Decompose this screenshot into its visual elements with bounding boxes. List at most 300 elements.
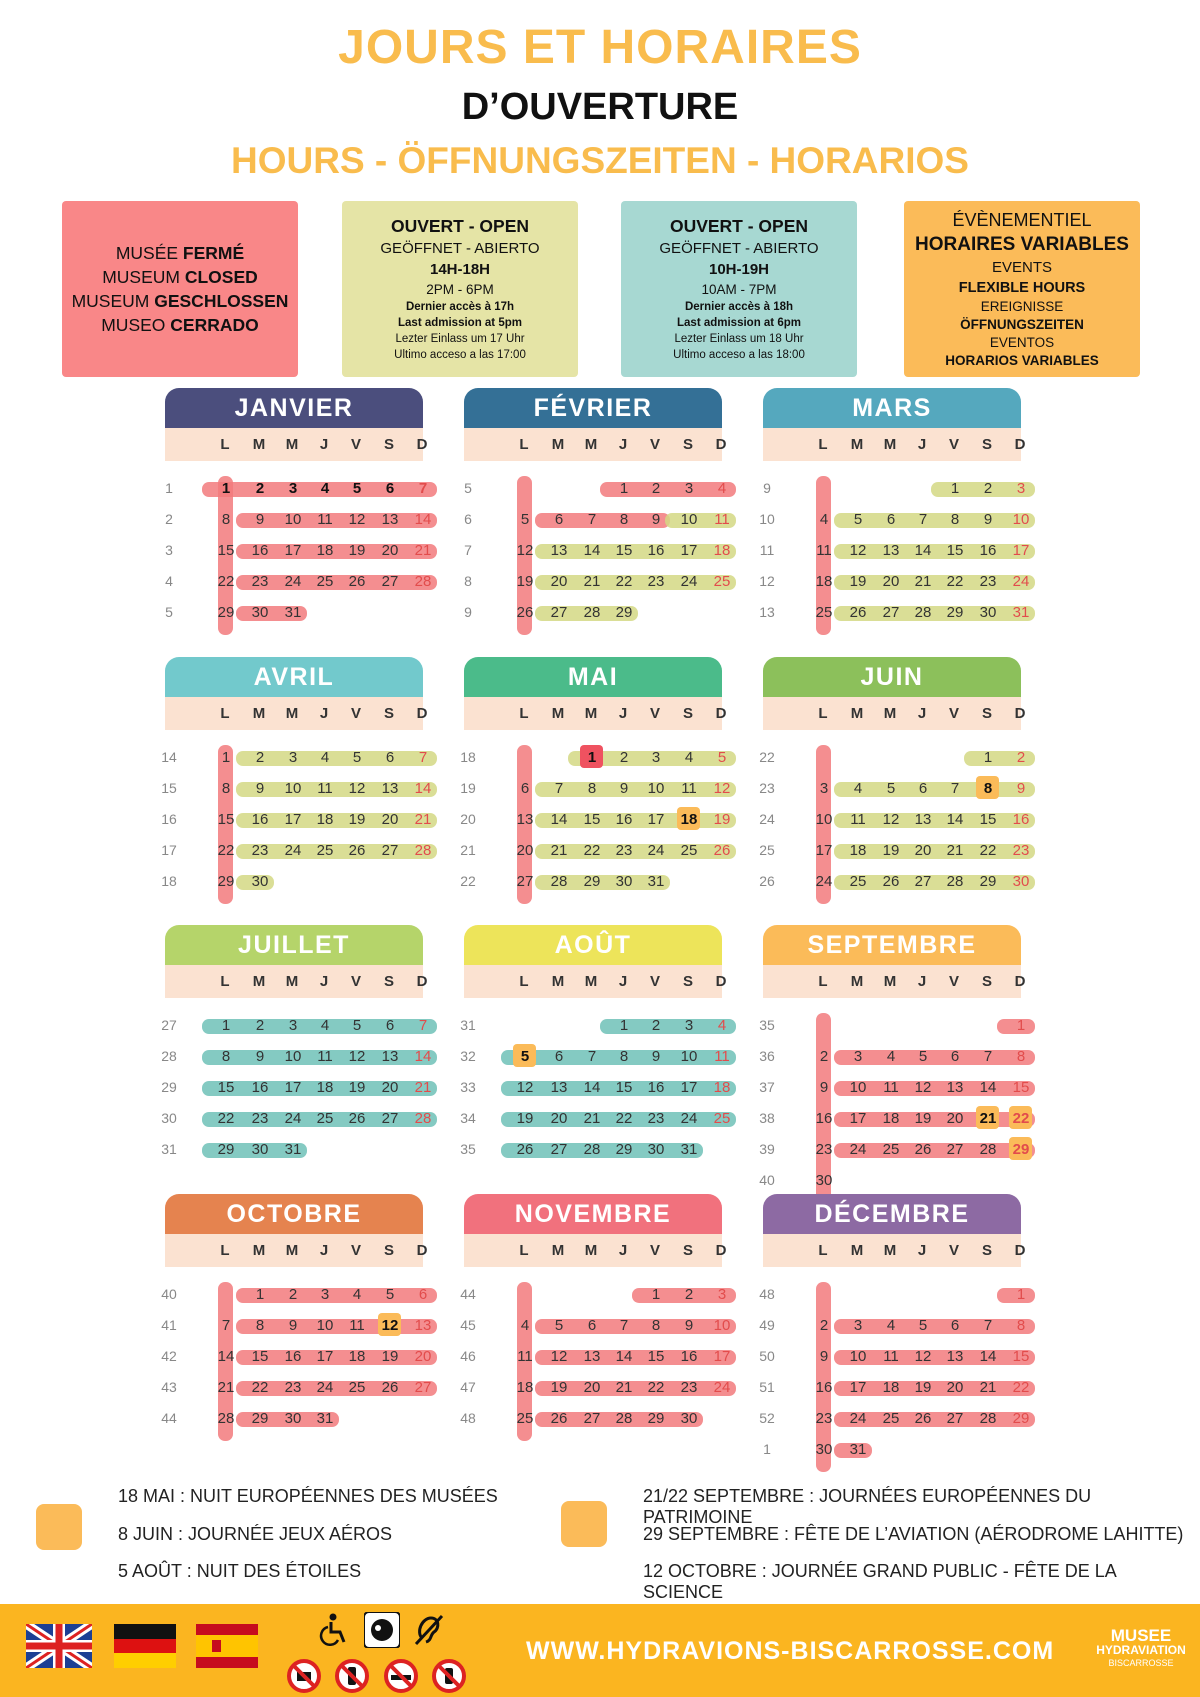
- calendar-day: 20: [946, 1379, 964, 1396]
- legend-open-afternoon-last-fr: Dernier accès à 17h: [405, 301, 515, 313]
- calendar-day: 19: [914, 1110, 932, 1127]
- calendar-day: 27: [381, 573, 399, 590]
- calendar-day: 11: [883, 1348, 899, 1365]
- calendar-day: 24: [680, 573, 698, 590]
- week-number: 29: [161, 1079, 177, 1095]
- calendar-day: 8: [255, 1317, 265, 1334]
- calendar-day: 21: [979, 1379, 997, 1396]
- legend-events-en-hours: FLEXIBLE HOURS: [958, 280, 1086, 296]
- calendar-day: 21: [583, 573, 601, 590]
- weekday-letter: J: [917, 436, 927, 453]
- calendar-day: 7: [918, 511, 928, 528]
- week-number: 28: [161, 1048, 177, 1064]
- calendar-day: 13: [381, 1048, 399, 1065]
- calendar-day: 19: [348, 811, 366, 828]
- calendar-day: 13: [914, 811, 932, 828]
- calendar-day: 11: [714, 511, 730, 528]
- calendar-day: 27: [914, 873, 932, 890]
- calendar-day: 11: [816, 542, 832, 559]
- calendar-day: 10: [849, 1079, 867, 1096]
- calendar-day: 6: [418, 1286, 428, 1303]
- no-phone-icon: [334, 1658, 370, 1694]
- calendar-day: 28: [414, 573, 432, 590]
- weekday-letter: M: [252, 436, 266, 453]
- calendar-day: 19: [348, 542, 366, 559]
- weekday-letter: M: [285, 1242, 299, 1259]
- calendar-day: 26: [516, 604, 534, 621]
- legend-open-afternoon-last-de: Lezter Einlass um 17 Uhr: [395, 333, 525, 345]
- calendar-day: 3: [853, 1317, 863, 1334]
- month-header: JANVIER: [165, 388, 423, 428]
- legend-open-day-last-en: Last admission at 6pm: [677, 317, 801, 329]
- week-number: 52: [759, 1410, 775, 1426]
- calendar-day: 17: [849, 1379, 867, 1396]
- calendar-day: 6: [950, 1317, 960, 1334]
- weekday-letter: M: [850, 1242, 864, 1259]
- weekday-letter: J: [319, 1242, 329, 1259]
- weekday-letter: L: [220, 705, 230, 722]
- legend-open-afternoon-hours-en: 2PM - 6PM: [426, 282, 494, 297]
- calendar-day: 18: [316, 811, 334, 828]
- calendar-day: 31: [284, 604, 302, 621]
- weekday-letter: S: [383, 973, 394, 990]
- week-number: 30: [161, 1110, 177, 1126]
- calendar-day: 22: [1012, 1379, 1030, 1396]
- calendar-day: 4: [853, 780, 863, 797]
- calendar-day: 30: [680, 1410, 698, 1427]
- calendar-day: 3: [853, 1048, 863, 1065]
- calendar-day: 15: [946, 542, 964, 559]
- calendar-day: 21: [414, 1079, 432, 1096]
- month-0: [162, 388, 462, 638]
- calendar-day: 8: [221, 511, 231, 528]
- calendar-day: 24: [316, 1379, 334, 1396]
- calendar-day: 4: [520, 1317, 530, 1334]
- week-number: 20: [460, 811, 476, 827]
- legend-open-afternoon-title: OUVERT - OPEN: [390, 216, 530, 236]
- calendar-day: 4: [886, 1048, 896, 1065]
- calendar-day: 10: [284, 780, 302, 797]
- calendar-day: 12: [348, 1048, 366, 1065]
- calendar-day: 9: [255, 780, 265, 797]
- weekday-letter: L: [220, 436, 230, 453]
- weekday-letter: M: [883, 1242, 897, 1259]
- month-4: [461, 657, 761, 907]
- calendar-day: 1: [221, 749, 231, 766]
- week-number: 47: [460, 1379, 476, 1395]
- calendar-day: 3: [684, 1017, 694, 1034]
- calendar-day: 2: [819, 1317, 829, 1334]
- calendar-day: 24: [849, 1410, 867, 1427]
- calendar-day: 12: [381, 1317, 399, 1334]
- no-smoking-icon: [383, 1658, 419, 1694]
- calendar-day: 26: [849, 604, 867, 621]
- weekday-letter: M: [850, 436, 864, 453]
- calendar-day: 19: [516, 573, 534, 590]
- event-legend-item: 18 MAI : NUIT EUROPÉENNES DES MUSÉES: [118, 1486, 498, 1506]
- calendar-day: 26: [348, 1110, 366, 1127]
- legend-open-day-sub: GEÖFFNET - ABIERTO: [659, 240, 819, 257]
- calendar-day: 9: [819, 1079, 829, 1096]
- week-number: 15: [161, 780, 177, 796]
- week-number: 5: [165, 604, 173, 620]
- calendar-day: 29: [217, 604, 235, 621]
- calendar-day: 20: [516, 842, 534, 859]
- calendar-day: 19: [381, 1348, 399, 1365]
- calendar-day: 25: [316, 573, 334, 590]
- legend-closed-l2b: CLOSED: [184, 267, 258, 287]
- legend-events-es-hours: HORARIOS VARIABLES: [945, 353, 1099, 368]
- calendar-day: 16: [979, 542, 997, 559]
- calendar-day: 7: [950, 780, 960, 797]
- calendar-day: 21: [583, 1110, 601, 1127]
- weekday-header: [165, 965, 428, 998]
- title-languages: HOURS - ÖFFNUNGSZEITEN - HORARIOS: [231, 140, 969, 181]
- month-header: JUILLET: [165, 925, 423, 965]
- calendar-day: 12: [914, 1079, 932, 1096]
- calendar-day: 11: [317, 511, 333, 528]
- weekday-header: [165, 1234, 428, 1267]
- month-3: [162, 657, 462, 907]
- spain-flag-icon[interactable]: [196, 1624, 258, 1668]
- calendar-day: 28: [583, 1141, 601, 1158]
- calendar-day: 12: [882, 811, 900, 828]
- legend-open-day-hours: 10H-19H: [708, 261, 770, 278]
- weekday-letter: M: [252, 705, 266, 722]
- calendar-day: 30: [647, 1141, 665, 1158]
- weekday-letter: L: [519, 705, 529, 722]
- calendar-day: 25: [713, 573, 731, 590]
- legend-open-afternoon-last-es: Ultimo acceso a las 17:00: [394, 349, 526, 361]
- calendar-day: 29: [217, 873, 235, 890]
- weekday-letter: D: [416, 1242, 428, 1259]
- calendar-day: 1: [983, 749, 993, 766]
- weekday-letter: J: [319, 973, 329, 990]
- calendar-day: 9: [651, 1048, 661, 1065]
- calendar-day: 13: [946, 1079, 964, 1096]
- calendar-day: 2: [651, 1017, 661, 1034]
- calendar-day: 27: [946, 1410, 964, 1427]
- week-number: 13: [759, 604, 775, 620]
- calendar-day: 22: [979, 842, 997, 859]
- calendar-day: 29: [251, 1410, 269, 1427]
- legend-events: [904, 201, 1140, 377]
- germany-flag-icon[interactable]: [114, 1624, 176, 1668]
- calendar-day: 18: [316, 542, 334, 559]
- calendar-day: 12: [348, 511, 366, 528]
- legend-open-afternoon: [342, 201, 578, 377]
- calendar-day: 7: [554, 780, 564, 797]
- calendar-day: 17: [680, 542, 698, 559]
- weekday-letter: M: [551, 1242, 565, 1259]
- calendar-day: 30: [284, 1410, 302, 1427]
- weekday-header: [464, 1234, 727, 1267]
- week-number: 24: [759, 811, 775, 827]
- calendar-day: 13: [381, 511, 399, 528]
- calendar-day: 18: [882, 1110, 900, 1127]
- calendar-day: 13: [550, 542, 568, 559]
- calendar-day: 4: [886, 1317, 896, 1334]
- weekday-letter: L: [519, 436, 529, 453]
- calendar-day: 1: [651, 1286, 661, 1303]
- week-number: 35: [460, 1141, 476, 1157]
- legend-closed-l1a: MUSÉE: [115, 243, 183, 263]
- weekday-letter: D: [1014, 705, 1026, 722]
- week-number: 50: [759, 1348, 775, 1364]
- calendar-day: 17: [316, 1348, 334, 1365]
- calendar-day: 24: [815, 873, 833, 890]
- calendar-day: 22: [583, 842, 601, 859]
- calendar-day: 14: [979, 1079, 997, 1096]
- calendar-day: 9: [255, 1048, 265, 1065]
- calendar-day: 17: [1012, 542, 1030, 559]
- calendar-day: 4: [717, 1017, 727, 1034]
- weekday-letter: J: [319, 705, 329, 722]
- calendar-day: 13: [583, 1348, 601, 1365]
- weekday-letter: V: [350, 436, 361, 453]
- website-url[interactable]: WWW.HYDRAVIONS-BISCARROSSE.COM: [526, 1637, 1055, 1665]
- week-number: 44: [161, 1410, 177, 1426]
- calendar-day: 6: [385, 749, 395, 766]
- calendar-day: 3: [288, 480, 298, 497]
- calendar-day: 1: [1016, 1017, 1026, 1034]
- week-number: 48: [460, 1410, 476, 1426]
- calendar-day: 20: [946, 1110, 964, 1127]
- calendar-day: 15: [1012, 1079, 1030, 1096]
- calendar-day: 12: [550, 1348, 568, 1365]
- calendar-day: 16: [815, 1110, 833, 1127]
- calendar-day: 8: [950, 511, 960, 528]
- calendar-day: 26: [882, 873, 900, 890]
- calendar-day: 15: [647, 1348, 665, 1365]
- calendar-day: 1: [619, 1017, 629, 1034]
- week-number: 9: [763, 480, 771, 496]
- calendar-day: 23: [815, 1410, 833, 1427]
- weekday-letter: V: [350, 973, 361, 990]
- calendar-day: 6: [385, 1017, 395, 1034]
- calendar-day: 1: [255, 1286, 265, 1303]
- calendar-day: 16: [1012, 811, 1030, 828]
- calendar-day: 8: [619, 511, 629, 528]
- calendar-day: 7: [983, 1048, 993, 1065]
- event-legend-item: 5 AOÛT : NUIT DES ÉTOILES: [118, 1561, 362, 1581]
- calendar-day: 24: [1012, 573, 1030, 590]
- calendar-day: 9: [619, 780, 629, 797]
- weekday-header: [464, 428, 727, 461]
- calendar-day: 28: [615, 1410, 633, 1427]
- weekday-letter: L: [818, 973, 828, 990]
- calendar-day: 24: [284, 573, 302, 590]
- weekday-letter: V: [948, 1242, 959, 1259]
- calendar-day: 17: [647, 811, 665, 828]
- weekday-letter: D: [1014, 1242, 1026, 1259]
- calendar-day: 21: [979, 1110, 997, 1127]
- calendar-day: 1: [221, 1017, 231, 1034]
- week-number: 37: [759, 1079, 775, 1095]
- weekday-letter: M: [285, 705, 299, 722]
- weekday-letter: D: [715, 973, 727, 990]
- calendar-day: 29: [615, 1141, 633, 1158]
- event-legend-swatch: [36, 1504, 82, 1550]
- month-6: [162, 925, 462, 1175]
- calendar-day: 13: [516, 811, 534, 828]
- calendar-day: 22: [217, 1110, 235, 1127]
- week-number: 32: [460, 1048, 476, 1064]
- week-number: 2: [165, 511, 173, 527]
- calendar-day: 25: [316, 1110, 334, 1127]
- weekday-letter: D: [715, 705, 727, 722]
- calendar-day: 13: [882, 542, 900, 559]
- calendar-day: 14: [414, 511, 432, 528]
- calendar-day: 21: [550, 842, 568, 859]
- calendar-day: 5: [918, 1048, 928, 1065]
- calendar-day: 26: [713, 842, 731, 859]
- weekday-letter: S: [682, 1242, 693, 1259]
- week-number: 49: [759, 1317, 775, 1333]
- weekday-letter: V: [948, 973, 959, 990]
- calendar-day: 3: [288, 749, 298, 766]
- calendar-day: 27: [583, 1410, 601, 1427]
- weekday-letter: M: [551, 973, 565, 990]
- calendar-day: 26: [914, 1410, 932, 1427]
- month-7: [461, 925, 761, 1175]
- calendar-day: 11: [883, 1079, 899, 1096]
- weekday-header: [763, 1234, 1026, 1267]
- calendar-day: 2: [619, 749, 629, 766]
- calendar-day: 10: [713, 1317, 731, 1334]
- weekday-header: [464, 965, 727, 998]
- weekday-letter: L: [519, 1242, 529, 1259]
- legend-open-afternoon-hours: 14H-18H: [429, 261, 491, 278]
- calendar-day: 23: [1012, 842, 1030, 859]
- uk-flag-icon[interactable]: [26, 1624, 92, 1668]
- week-number: 31: [161, 1141, 177, 1157]
- weekday-header: [165, 697, 428, 730]
- week-number: 51: [759, 1379, 775, 1395]
- calendar-day: 1: [619, 480, 629, 497]
- legend-open-afternoon-sub: GEÖFFNET - ABIERTO: [380, 240, 540, 257]
- month-header: NOVEMBRE: [464, 1194, 722, 1234]
- week-number: 44: [460, 1286, 476, 1302]
- calendar-day: 25: [316, 842, 334, 859]
- calendar-day: 27: [550, 1141, 568, 1158]
- calendar-day: 2: [819, 1048, 829, 1065]
- week-number: 36: [759, 1048, 775, 1064]
- week-number: 8: [464, 573, 472, 589]
- calendar-day: 25: [882, 1410, 900, 1427]
- calendar-day: 11: [714, 1048, 730, 1065]
- month-2: [760, 388, 1060, 638]
- week-number: 7: [464, 542, 472, 558]
- weekday-letter: D: [1014, 436, 1026, 453]
- calendar-day: 8: [221, 1048, 231, 1065]
- calendar-day: 2: [255, 1017, 265, 1034]
- calendar-day: 23: [251, 842, 269, 859]
- week-number: 33: [460, 1079, 476, 1095]
- calendar-day: 5: [717, 749, 727, 766]
- calendar-day: 22: [647, 1379, 665, 1396]
- calendar-day: 16: [647, 542, 665, 559]
- weekday-letter: M: [584, 705, 598, 722]
- calendar-day: 15: [979, 811, 997, 828]
- calendar-day: 5: [352, 749, 362, 766]
- weekday-letter: S: [383, 1242, 394, 1259]
- weekday-letter: V: [948, 705, 959, 722]
- legend-closed: [62, 201, 298, 377]
- calendar-day: 9: [1016, 780, 1026, 797]
- calendar-day: 7: [418, 1017, 428, 1034]
- calendar-day: 17: [815, 842, 833, 859]
- calendar-day: 29: [583, 873, 601, 890]
- weekday-letter: S: [981, 973, 992, 990]
- calendar-day: 27: [414, 1379, 432, 1396]
- weekday-letter: L: [519, 973, 529, 990]
- calendar-day: 17: [284, 542, 302, 559]
- calendar-day: 8: [651, 1317, 661, 1334]
- weekday-letter: V: [948, 436, 959, 453]
- week-number: 16: [161, 811, 177, 827]
- weekday-letter: M: [883, 973, 897, 990]
- sign-language-icon: [364, 1612, 400, 1648]
- calendar-day: 6: [554, 1048, 564, 1065]
- week-number: 31: [460, 1017, 476, 1033]
- calendar-day: 4: [684, 749, 694, 766]
- calendar-day: 31: [284, 1141, 302, 1158]
- calendar-day: 19: [914, 1379, 932, 1396]
- calendar-day: 29: [1012, 1410, 1030, 1427]
- calendar-day: 14: [615, 1348, 633, 1365]
- calendar-day: 1: [587, 749, 597, 766]
- week-number: 5: [464, 480, 472, 496]
- week-number: 26: [759, 873, 775, 889]
- calendar-day: 4: [320, 749, 330, 766]
- month-header: OCTOBRE: [165, 1194, 423, 1234]
- calendar-day: 27: [550, 604, 568, 621]
- calendar-day: 3: [684, 480, 694, 497]
- weekday-letter: L: [818, 705, 828, 722]
- legend-closed-l3a: MUSEUM: [71, 291, 155, 311]
- calendar-day: 12: [516, 542, 534, 559]
- weekday-letter: V: [649, 705, 660, 722]
- calendar-day: 2: [255, 749, 265, 766]
- calendar-day: 9: [288, 1317, 298, 1334]
- calendar-day: 25: [348, 1379, 366, 1396]
- event-legend-item: 12 OCTOBRE : JOURNÉE GRAND PUBLIC - FÊTE DE LA SCIENCE: [643, 1561, 1116, 1602]
- calendar-day: 28: [583, 604, 601, 621]
- calendar-day: 30: [251, 1141, 269, 1158]
- weekday-letter: D: [715, 1242, 727, 1259]
- calendar-day: 30: [815, 1172, 833, 1189]
- calendar-day: 28: [217, 1410, 235, 1427]
- calendar-day: 26: [348, 842, 366, 859]
- weekday-letter: J: [618, 436, 628, 453]
- weekday-letter: J: [618, 1242, 628, 1259]
- month-header: AOÛT: [464, 925, 722, 965]
- week-number: 25: [759, 842, 775, 858]
- legend-open-afternoon-last-en: Last admission at 5pm: [398, 317, 522, 329]
- calendar-day: 3: [288, 1017, 298, 1034]
- calendar-day: 15: [1012, 1348, 1030, 1365]
- calendar-day: 17: [849, 1110, 867, 1127]
- calendar-day: 22: [615, 1110, 633, 1127]
- calendar-day: 15: [217, 811, 235, 828]
- event-legend-item: 21/22 SEPTEMBRE : JOURNÉES EUROPÉENNES DU PATRIMOINE: [643, 1486, 1092, 1527]
- week-number: 45: [460, 1317, 476, 1333]
- legend-open-day-last-es: Ultimo acceso a las 18:00: [673, 349, 805, 361]
- calendar-day: 26: [550, 1410, 568, 1427]
- calendar-day: 25: [516, 1410, 534, 1427]
- calendar-day: 16: [251, 811, 269, 828]
